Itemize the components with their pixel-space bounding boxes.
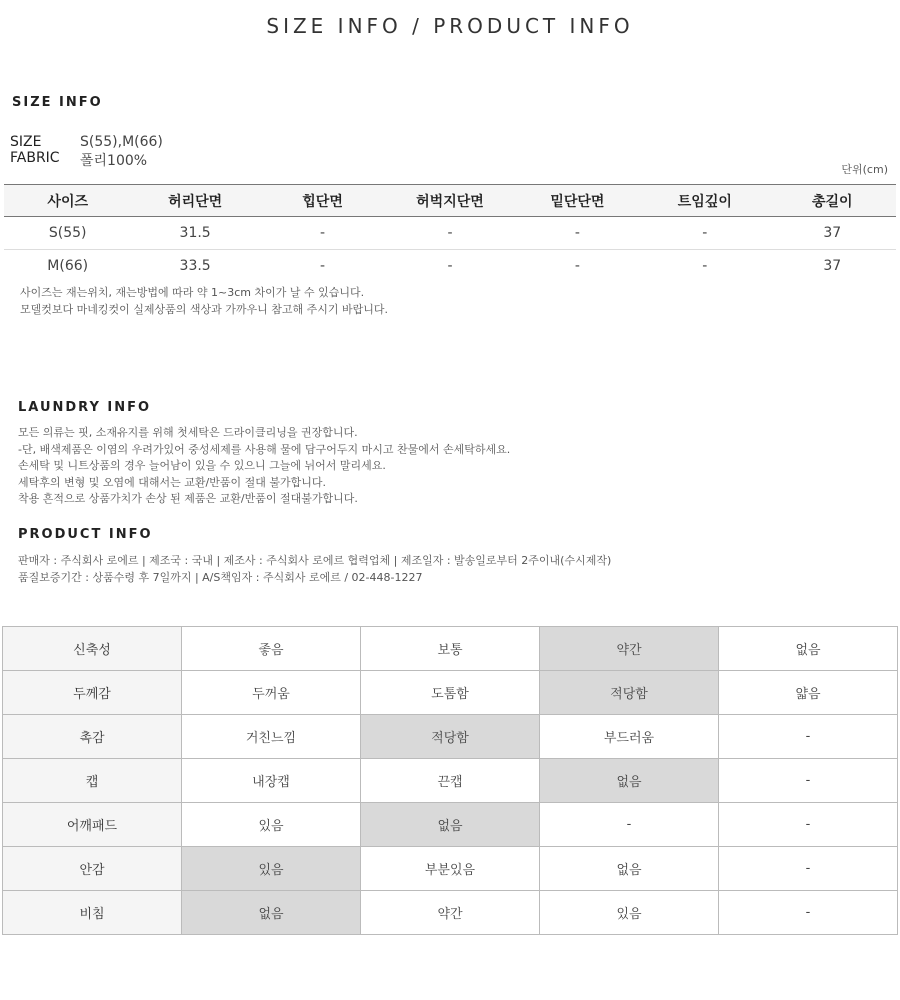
property-label: 두께감 (3, 671, 182, 715)
property-option-selected: 적당함 (361, 715, 540, 759)
property-label: 비침 (3, 891, 182, 935)
size-notes (20, 285, 388, 318)
table-cell: 37 (823, 258, 842, 274)
property-option: 보통 (361, 627, 540, 671)
table-cell: - (702, 258, 708, 274)
property-option: - (719, 759, 898, 803)
property-row (3, 715, 898, 759)
product-notes (18, 553, 611, 586)
laundry-line: -단, 배색제품은 이염의 우려가있어 중성세제를 사용해 물에 담구어두지 마시고 찬물에서 손세탁하세요. (18, 442, 511, 456)
property-option-selected: 있음 (182, 847, 361, 891)
property-option: 두꺼움 (182, 671, 361, 715)
header-cell: 트임깊이 (641, 185, 768, 217)
property-option: 부드러움 (540, 715, 719, 759)
table-cell: - (386, 217, 513, 250)
laundry-line: 손세탁 및 니트상품의 경우 늘어남이 있을 수 있으니 그늘에 뉘어서 말리세요. (18, 459, 386, 472)
table-cell: 37 (769, 217, 896, 250)
property-option-selected: 없음 (540, 759, 719, 803)
size-value: S(55),M(66) (80, 134, 163, 150)
table-row (4, 217, 896, 250)
header-cell: 밑단단면 (514, 185, 641, 217)
property-option: - (719, 891, 898, 935)
header-cell: 총길이 (769, 185, 896, 217)
product-line: 품질보증기간 : 상품수령 후 7일까지 | A/S책임자 : 주식회사 로에르 / 02-448-1227 (18, 570, 423, 584)
property-row (3, 627, 898, 671)
table-cell: - (320, 258, 326, 274)
size-info-title: SIZE INFO (12, 95, 103, 110)
laundry-line: 세탁후의 변형 및 오염에 대해서는 교환/반품이 절대 불가합니다. (18, 475, 326, 489)
table-cell: M(66) (47, 258, 89, 274)
property-option: 내장캡 (182, 759, 361, 803)
property-label: 어깨패드 (3, 803, 182, 847)
table-cell: S(55) (4, 217, 131, 250)
product-property-table (2, 626, 898, 935)
property-option-selected: 없음 (182, 891, 361, 935)
property-option: 부분있음 (361, 847, 540, 891)
property-option: - (719, 847, 898, 891)
property-option-selected: 없음 (361, 803, 540, 847)
property-option: - (719, 715, 898, 759)
size-label: SIZE (10, 134, 42, 150)
property-option: 약간 (361, 891, 540, 935)
laundry-line: 착용 흔적으로 상품가치가 손상 된 제품은 교환/반품이 절대불가합니다. (18, 492, 358, 505)
product-line: 판매자 : 주식회사 로에르 | 제조국 : 국내 | 제조사 : 주식회사 로에르 협력업체 | 제조일자 : 발송일로부터 2주이내(수시제작) (18, 554, 612, 567)
table-cell: - (514, 217, 641, 250)
laundry-notes (18, 425, 510, 508)
unit-label: 단위(cm) (841, 163, 888, 176)
size-table (4, 184, 896, 282)
property-option: 도톰함 (361, 671, 540, 715)
laundry-info-title: LAUNDRY INFO (18, 400, 152, 415)
property-option-selected: 약간 (540, 627, 719, 671)
page-title: SIZE INFO / PRODUCT INFO (266, 14, 634, 38)
property-label: 캡 (3, 759, 182, 803)
property-row (3, 803, 898, 847)
property-row (3, 759, 898, 803)
fabric-value: 폴리100% (80, 153, 148, 169)
size-note-line: 사이즈는 재는위치, 재는방법에 따라 약 1~3cm 차이가 날 수 있습니다. (20, 286, 365, 299)
table-cell: - (447, 258, 453, 274)
table-cell: - (574, 258, 580, 274)
property-option: 좋음 (182, 627, 361, 671)
property-row (3, 847, 898, 891)
header-cell: 허벅지단면 (386, 185, 513, 217)
property-option: 끈캡 (361, 759, 540, 803)
property-option-selected: 적당함 (540, 671, 719, 715)
table-cell: - (259, 217, 386, 250)
header-cell: 힙단면 (259, 185, 386, 217)
property-label: 촉감 (3, 715, 182, 759)
table-cell: 31.5 (131, 217, 258, 250)
property-option: 없음 (719, 627, 898, 671)
property-label: 신축성 (3, 627, 182, 671)
property-option: 거친느낌 (182, 715, 361, 759)
laundry-line: 모든 의류는 핏, 소재유지를 위해 첫세탁은 드라이클리닝을 권장합니다. (18, 426, 358, 439)
property-option: 얇음 (719, 671, 898, 715)
property-option: - (540, 803, 719, 847)
property-label: 안감 (3, 847, 182, 891)
header-cell: 사이즈 (4, 185, 131, 217)
product-info-title: PRODUCT INFO (18, 527, 153, 542)
property-option: 있음 (182, 803, 361, 847)
property-option: - (719, 803, 898, 847)
property-option: 없음 (540, 847, 719, 891)
property-row (3, 671, 898, 715)
header-cell: 허리단면 (131, 185, 258, 217)
size-table-header (4, 185, 896, 217)
table-row (4, 250, 896, 283)
property-option: 있음 (540, 891, 719, 935)
table-cell: - (641, 217, 768, 250)
fabric-label: FABRIC (10, 150, 60, 166)
size-note-line: 모델컷보다 마네킹컷이 실제상품의 색상과 가까우니 참고해 주시기 바랍니다. (20, 302, 389, 316)
table-cell: 33.5 (179, 258, 211, 274)
property-row (3, 891, 898, 935)
